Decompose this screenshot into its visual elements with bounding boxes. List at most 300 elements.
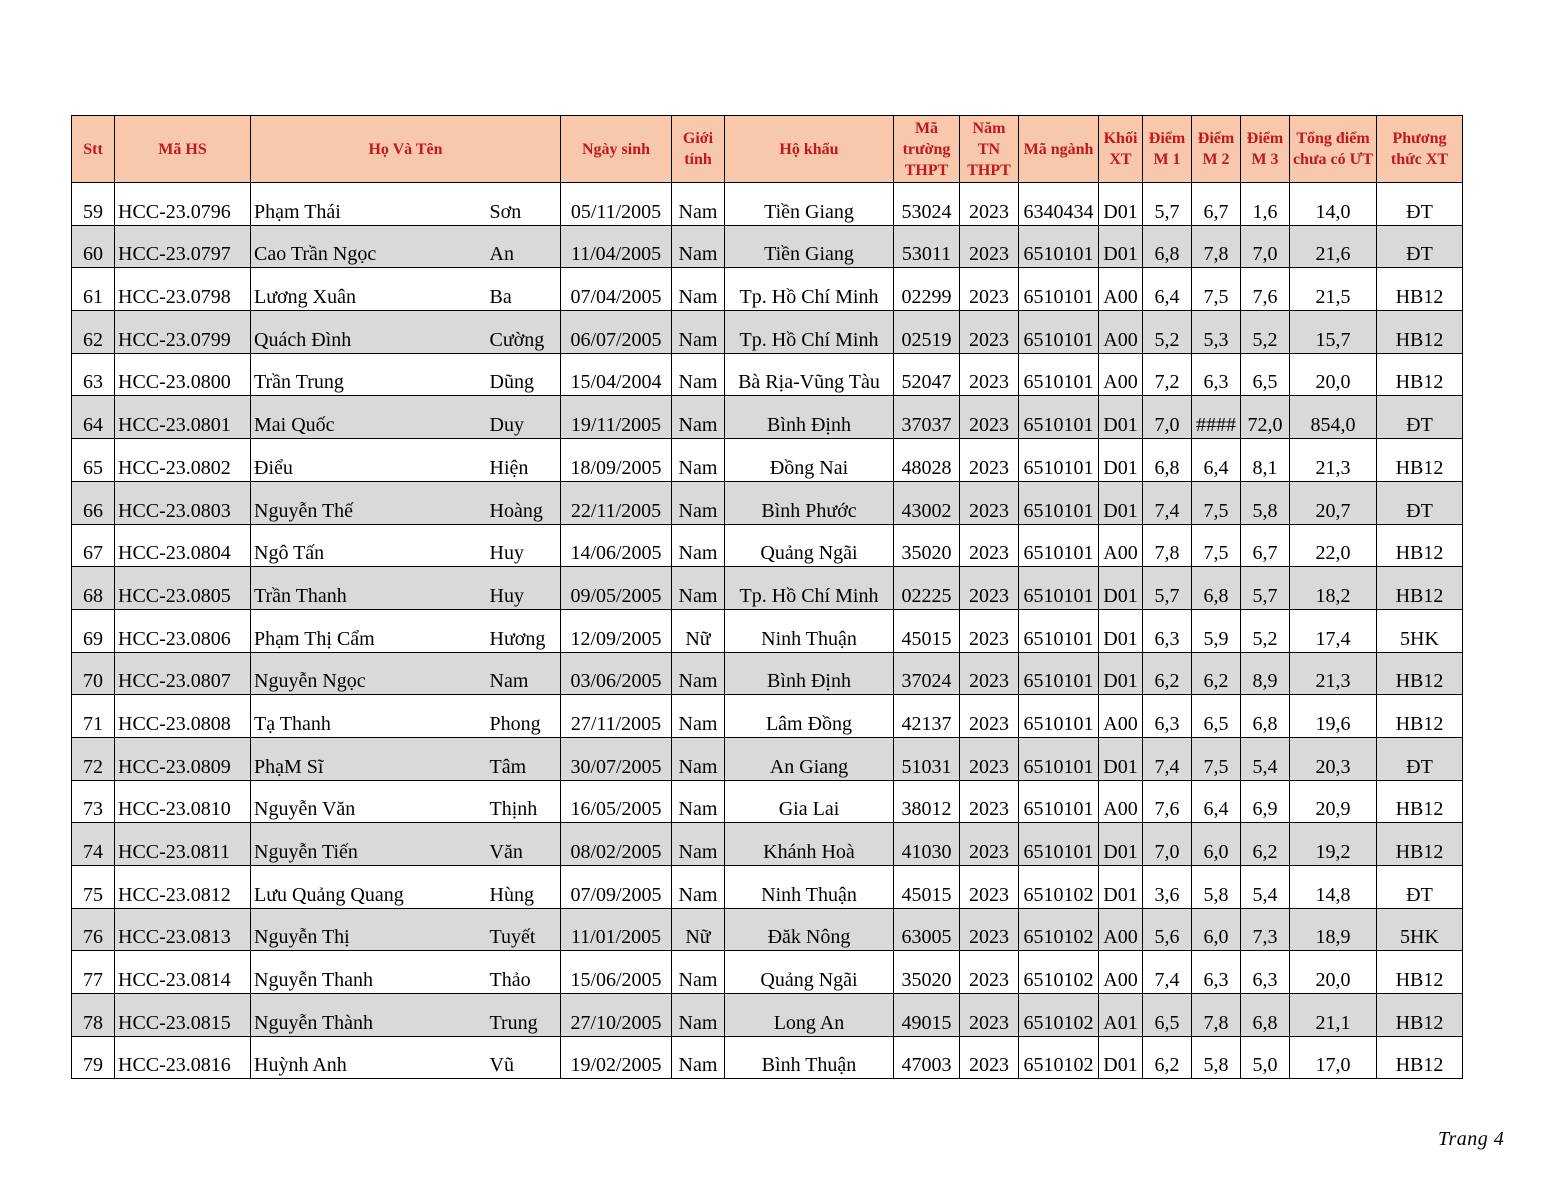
cell-ho-lot: Mai Quốc [251, 396, 487, 439]
table-row [72, 225, 1463, 268]
cell-nam-tn: 2023 [960, 908, 1019, 951]
table-row [72, 737, 1463, 780]
cell-ma-hs: HCC-23.0811 [115, 823, 251, 866]
cell-nam-tn: 2023 [960, 994, 1019, 1037]
cell-ten: Duy [487, 396, 561, 439]
cell-tong-diem: 21,3 [1290, 439, 1377, 482]
cell-stt: 74 [72, 823, 115, 866]
cell-khoi: D01 [1099, 609, 1143, 652]
cell-khoi: D01 [1099, 866, 1143, 909]
table-row [72, 908, 1463, 951]
table-row [72, 567, 1463, 610]
cell-ma-truong: 37024 [894, 652, 960, 695]
cell-stt: 71 [72, 695, 115, 738]
cell-gioi-tinh: Nam [672, 823, 725, 866]
cell-phuong-thuc: ĐT [1377, 225, 1463, 268]
cell-ho-khau: An Giang [725, 737, 894, 780]
cell-tong-diem: 17,0 [1290, 1036, 1377, 1079]
cell-diem-m2: 6,7 [1192, 183, 1241, 226]
cell-ngay-sinh: 11/04/2005 [561, 225, 672, 268]
cell-tong-diem: 21,5 [1290, 268, 1377, 311]
cell-tong-diem: 20,0 [1290, 353, 1377, 396]
cell-ho-lot: Nguyễn Thanh [251, 951, 487, 994]
cell-ho-khau: Tiền Giang [725, 183, 894, 226]
cell-ten: Nam [487, 652, 561, 695]
cell-ma-nganh: 6510102 [1019, 1036, 1099, 1079]
cell-phuong-thuc: HB12 [1377, 353, 1463, 396]
cell-stt: 62 [72, 311, 115, 354]
cell-ten: Dũng [487, 353, 561, 396]
cell-ho-khau: Bình Định [725, 652, 894, 695]
cell-ma-hs: HCC-23.0798 [115, 268, 251, 311]
cell-khoi: A00 [1099, 524, 1143, 567]
cell-tong-diem: 19,6 [1290, 695, 1377, 738]
cell-diem-m3: 8,9 [1241, 652, 1290, 695]
header-khoi: Khối XT [1099, 116, 1143, 183]
table-row [72, 652, 1463, 695]
cell-phuong-thuc: HB12 [1377, 311, 1463, 354]
cell-gioi-tinh: Nam [672, 396, 725, 439]
cell-ten: Thảo [487, 951, 561, 994]
cell-stt: 72 [72, 737, 115, 780]
cell-gioi-tinh: Nam [672, 225, 725, 268]
cell-diem-m2: 7,5 [1192, 268, 1241, 311]
cell-ma-nganh: 6510102 [1019, 866, 1099, 909]
cell-khoi: D01 [1099, 183, 1143, 226]
table-row [72, 823, 1463, 866]
header-ma-hs: Mã HS [115, 116, 251, 183]
cell-tong-diem: 20,0 [1290, 951, 1377, 994]
table-row [72, 183, 1463, 226]
cell-diem-m2: 5,3 [1192, 311, 1241, 354]
cell-gioi-tinh: Nam [672, 268, 725, 311]
cell-diem-m2: 6,4 [1192, 780, 1241, 823]
cell-ma-truong: 47003 [894, 1036, 960, 1079]
cell-ten: Tâm [487, 737, 561, 780]
cell-nam-tn: 2023 [960, 225, 1019, 268]
cell-ngay-sinh: 07/04/2005 [561, 268, 672, 311]
cell-ma-hs: HCC-23.0805 [115, 567, 251, 610]
cell-ma-hs: HCC-23.0799 [115, 311, 251, 354]
cell-phuong-thuc: HB12 [1377, 268, 1463, 311]
cell-ngay-sinh: 30/07/2005 [561, 737, 672, 780]
cell-gioi-tinh: Nam [672, 481, 725, 524]
cell-ho-lot: Nguyễn Thành [251, 994, 487, 1037]
header-phuong-thuc: Phương thức XT [1377, 116, 1463, 183]
cell-ho-khau: Bà Rịa-Vũng Tàu [725, 353, 894, 396]
cell-khoi: A00 [1099, 311, 1143, 354]
cell-ma-nganh: 6510101 [1019, 268, 1099, 311]
cell-tong-diem: 21,1 [1290, 994, 1377, 1037]
cell-tong-diem: 20,9 [1290, 780, 1377, 823]
cell-diem-m2: 6,0 [1192, 908, 1241, 951]
cell-ma-hs: HCC-23.0803 [115, 481, 251, 524]
cell-ngay-sinh: 05/11/2005 [561, 183, 672, 226]
cell-ma-truong: 48028 [894, 439, 960, 482]
cell-diem-m1: 6,3 [1143, 695, 1192, 738]
cell-khoi: A00 [1099, 695, 1143, 738]
header-diem-m1: Điểm M 1 [1143, 116, 1192, 183]
cell-diem-m2: 6,8 [1192, 567, 1241, 610]
cell-diem-m3: 6,3 [1241, 951, 1290, 994]
cell-tong-diem: 14,0 [1290, 183, 1377, 226]
cell-nam-tn: 2023 [960, 567, 1019, 610]
cell-tong-diem: 21,3 [1290, 652, 1377, 695]
cell-diem-m3: 6,5 [1241, 353, 1290, 396]
cell-tong-diem: 20,3 [1290, 737, 1377, 780]
cell-ten: Cường [487, 311, 561, 354]
cell-diem-m2: 7,8 [1192, 225, 1241, 268]
cell-ho-lot: Quách Đình [251, 311, 487, 354]
cell-diem-m1: 7,4 [1143, 481, 1192, 524]
cell-ten: Hiện [487, 439, 561, 482]
cell-ho-khau: Quảng Ngãi [725, 524, 894, 567]
cell-gioi-tinh: Nam [672, 311, 725, 354]
cell-ma-nganh: 6510101 [1019, 396, 1099, 439]
table-row [72, 695, 1463, 738]
cell-diem-m1: 7,6 [1143, 780, 1192, 823]
cell-nam-tn: 2023 [960, 951, 1019, 994]
cell-khoi: A00 [1099, 353, 1143, 396]
cell-ma-nganh: 6510101 [1019, 481, 1099, 524]
cell-ho-khau: Bình Thuận [725, 1036, 894, 1079]
header-tong-diem: Tổng điểm chưa có ƯT [1290, 116, 1377, 183]
cell-phuong-thuc: HB12 [1377, 994, 1463, 1037]
cell-ho-khau: Tp. Hồ Chí Minh [725, 311, 894, 354]
cell-tong-diem: 18,2 [1290, 567, 1377, 610]
cell-diem-m1: 5,7 [1143, 567, 1192, 610]
cell-khoi: A01 [1099, 994, 1143, 1037]
cell-stt: 77 [72, 951, 115, 994]
header-gioi-tinh: Giới tính [672, 116, 725, 183]
cell-ho-lot: Điểu [251, 439, 487, 482]
cell-ho-lot: Trần Trung [251, 353, 487, 396]
cell-khoi: A00 [1099, 908, 1143, 951]
cell-diem-m1: 7,0 [1143, 396, 1192, 439]
table-row [72, 396, 1463, 439]
cell-ma-nganh: 6510102 [1019, 994, 1099, 1037]
cell-ngay-sinh: 19/02/2005 [561, 1036, 672, 1079]
cell-phuong-thuc: ĐT [1377, 183, 1463, 226]
cell-ma-truong: 49015 [894, 994, 960, 1037]
cell-stt: 76 [72, 908, 115, 951]
cell-ho-khau: Lâm Đồng [725, 695, 894, 738]
cell-ho-khau: Quảng Ngãi [725, 951, 894, 994]
cell-ma-hs: HCC-23.0808 [115, 695, 251, 738]
cell-stt: 63 [72, 353, 115, 396]
cell-stt: 79 [72, 1036, 115, 1079]
cell-ma-truong: 02299 [894, 268, 960, 311]
cell-tong-diem: 21,6 [1290, 225, 1377, 268]
cell-ma-truong: 52047 [894, 353, 960, 396]
cell-ma-hs: HCC-23.0801 [115, 396, 251, 439]
cell-phuong-thuc: HB12 [1377, 439, 1463, 482]
cell-diem-m1: 6,5 [1143, 994, 1192, 1037]
cell-stt: 68 [72, 567, 115, 610]
cell-ma-hs: HCC-23.0802 [115, 439, 251, 482]
cell-diem-m1: 6,8 [1143, 225, 1192, 268]
cell-ho-khau: Đồng Nai [725, 439, 894, 482]
cell-stt: 65 [72, 439, 115, 482]
table-row [72, 268, 1463, 311]
cell-ma-truong: 38012 [894, 780, 960, 823]
cell-phuong-thuc: ĐT [1377, 396, 1463, 439]
cell-diem-m2: 6,5 [1192, 695, 1241, 738]
cell-diem-m2: 7,5 [1192, 524, 1241, 567]
cell-gioi-tinh: Nam [672, 652, 725, 695]
cell-diem-m1: 7,2 [1143, 353, 1192, 396]
cell-gioi-tinh: Nam [672, 567, 725, 610]
cell-ma-nganh: 6340434 [1019, 183, 1099, 226]
cell-ho-khau: Tiền Giang [725, 225, 894, 268]
cell-nam-tn: 2023 [960, 780, 1019, 823]
cell-ngay-sinh: 14/06/2005 [561, 524, 672, 567]
cell-ma-hs: HCC-23.0816 [115, 1036, 251, 1079]
table-row [72, 311, 1463, 354]
cell-diem-m3: 5,2 [1241, 609, 1290, 652]
cell-ma-truong: 53024 [894, 183, 960, 226]
cell-ho-lot: Nguyễn Tiến [251, 823, 487, 866]
cell-phuong-thuc: HB12 [1377, 652, 1463, 695]
cell-gioi-tinh: Nam [672, 737, 725, 780]
cell-nam-tn: 2023 [960, 695, 1019, 738]
cell-diem-m1: 5,6 [1143, 908, 1192, 951]
cell-ma-hs: HCC-23.0810 [115, 780, 251, 823]
cell-stt: 66 [72, 481, 115, 524]
cell-khoi: D01 [1099, 225, 1143, 268]
cell-ho-lot: PhạM Sĩ [251, 737, 487, 780]
cell-ten: Ba [487, 268, 561, 311]
cell-nam-tn: 2023 [960, 737, 1019, 780]
cell-ma-nganh: 6510101 [1019, 567, 1099, 610]
cell-ma-nganh: 6510101 [1019, 439, 1099, 482]
cell-ma-nganh: 6510101 [1019, 311, 1099, 354]
cell-ngay-sinh: 11/01/2005 [561, 908, 672, 951]
cell-ho-khau: Long An [725, 994, 894, 1037]
table-row [72, 524, 1463, 567]
cell-ma-hs: HCC-23.0814 [115, 951, 251, 994]
cell-tong-diem: 15,7 [1290, 311, 1377, 354]
cell-nam-tn: 2023 [960, 396, 1019, 439]
cell-diem-m3: 5,4 [1241, 737, 1290, 780]
cell-diem-m2: 5,8 [1192, 1036, 1241, 1079]
cell-ho-khau: Tp. Hồ Chí Minh [725, 567, 894, 610]
cell-ten: Tuyết [487, 908, 561, 951]
cell-khoi: D01 [1099, 823, 1143, 866]
cell-tong-diem: 19,2 [1290, 823, 1377, 866]
table-row [72, 609, 1463, 652]
cell-ma-nganh: 6510101 [1019, 780, 1099, 823]
cell-ma-truong: 02225 [894, 567, 960, 610]
cell-diem-m2: 7,5 [1192, 737, 1241, 780]
cell-ten: Phong [487, 695, 561, 738]
cell-diem-m3: 5,8 [1241, 481, 1290, 524]
cell-ma-hs: HCC-23.0796 [115, 183, 251, 226]
cell-ngay-sinh: 19/11/2005 [561, 396, 672, 439]
cell-ho-lot: Ngô Tấn [251, 524, 487, 567]
header-diem-m3: Điểm M 3 [1241, 116, 1290, 183]
cell-ma-hs: HCC-23.0807 [115, 652, 251, 695]
cell-nam-tn: 2023 [960, 652, 1019, 695]
cell-ho-lot: Cao Trần Ngọc [251, 225, 487, 268]
cell-ma-nganh: 6510101 [1019, 524, 1099, 567]
cell-diem-m1: 7,4 [1143, 737, 1192, 780]
cell-gioi-tinh: Nam [672, 1036, 725, 1079]
table-row [72, 866, 1463, 909]
cell-nam-tn: 2023 [960, 866, 1019, 909]
cell-khoi: D01 [1099, 481, 1143, 524]
cell-ten: Hoàng [487, 481, 561, 524]
cell-ho-lot: Phạm Thị Cẩm [251, 609, 487, 652]
cell-ma-hs: HCC-23.0815 [115, 994, 251, 1037]
cell-tong-diem: 18,9 [1290, 908, 1377, 951]
table-row [72, 353, 1463, 396]
cell-ma-truong: 43002 [894, 481, 960, 524]
header-ho-ten: Họ Và Tên [251, 116, 561, 183]
cell-diem-m2: 6,2 [1192, 652, 1241, 695]
header-stt: Stt [72, 116, 115, 183]
cell-diem-m3: 5,4 [1241, 866, 1290, 909]
cell-ngay-sinh: 18/09/2005 [561, 439, 672, 482]
cell-ten: Hùng [487, 866, 561, 909]
cell-phuong-thuc: ĐT [1377, 481, 1463, 524]
cell-diem-m1: 7,4 [1143, 951, 1192, 994]
cell-gioi-tinh: Nữ [672, 609, 725, 652]
cell-ngay-sinh: 27/10/2005 [561, 994, 672, 1037]
cell-gioi-tinh: Nam [672, 780, 725, 823]
cell-ten: Trung [487, 994, 561, 1037]
cell-ho-lot: Phạm Thái [251, 183, 487, 226]
cell-tong-diem: 20,7 [1290, 481, 1377, 524]
cell-ma-nganh: 6510101 [1019, 225, 1099, 268]
cell-khoi: D01 [1099, 396, 1143, 439]
cell-ma-truong: 02519 [894, 311, 960, 354]
cell-diem-m1: 6,2 [1143, 652, 1192, 695]
header-ma-truong: Mã trường THPT [894, 116, 960, 183]
cell-phuong-thuc: ĐT [1377, 737, 1463, 780]
cell-diem-m2: #### [1192, 396, 1241, 439]
cell-nam-tn: 2023 [960, 823, 1019, 866]
cell-nam-tn: 2023 [960, 353, 1019, 396]
cell-ma-nganh: 6510101 [1019, 737, 1099, 780]
cell-phuong-thuc: HB12 [1377, 951, 1463, 994]
cell-phuong-thuc: HB12 [1377, 780, 1463, 823]
cell-nam-tn: 2023 [960, 481, 1019, 524]
cell-diem-m2: 6,4 [1192, 439, 1241, 482]
cell-gioi-tinh: Nam [672, 695, 725, 738]
cell-ma-nganh: 6510101 [1019, 695, 1099, 738]
cell-ten: Huy [487, 567, 561, 610]
cell-ho-lot: Huỳnh Anh [251, 1036, 487, 1079]
cell-diem-m2: 7,8 [1192, 994, 1241, 1037]
cell-ma-truong: 45015 [894, 866, 960, 909]
table-row [72, 481, 1463, 524]
admission-list-table [71, 115, 1463, 1079]
table-body [72, 183, 1463, 1079]
cell-phuong-thuc: ĐT [1377, 866, 1463, 909]
header-ho-khau: Hộ khẩu [725, 116, 894, 183]
cell-ho-khau: Bình Phước [725, 481, 894, 524]
cell-tong-diem: 14,8 [1290, 866, 1377, 909]
cell-gioi-tinh: Nữ [672, 908, 725, 951]
cell-ho-lot: Nguyễn Thế [251, 481, 487, 524]
cell-ho-khau: Khánh Hoà [725, 823, 894, 866]
cell-diem-m3: 72,0 [1241, 396, 1290, 439]
cell-phuong-thuc: HB12 [1377, 524, 1463, 567]
table-row [72, 780, 1463, 823]
cell-ma-truong: 37037 [894, 396, 960, 439]
page-number: Trang 4 [1438, 1128, 1505, 1150]
cell-diem-m1: 7,0 [1143, 823, 1192, 866]
cell-khoi: D01 [1099, 652, 1143, 695]
cell-ho-lot: Lương Xuân [251, 268, 487, 311]
cell-ten: Văn [487, 823, 561, 866]
table-row [72, 1036, 1463, 1079]
cell-stt: 78 [72, 994, 115, 1037]
cell-diem-m1: 6,8 [1143, 439, 1192, 482]
cell-ma-hs: HCC-23.0813 [115, 908, 251, 951]
cell-nam-tn: 2023 [960, 1036, 1019, 1079]
cell-ma-truong: 35020 [894, 524, 960, 567]
cell-ho-khau: Ninh Thuận [725, 609, 894, 652]
cell-khoi: D01 [1099, 1036, 1143, 1079]
cell-phuong-thuc: HB12 [1377, 695, 1463, 738]
cell-ma-nganh: 6510102 [1019, 951, 1099, 994]
cell-gioi-tinh: Nam [672, 183, 725, 226]
cell-nam-tn: 2023 [960, 609, 1019, 652]
cell-gioi-tinh: Nam [672, 353, 725, 396]
cell-stt: 75 [72, 866, 115, 909]
cell-ho-khau: Đăk Nông [725, 908, 894, 951]
cell-ma-nganh: 6510101 [1019, 823, 1099, 866]
cell-phuong-thuc: 5HK [1377, 908, 1463, 951]
cell-ten: Huy [487, 524, 561, 567]
cell-diem-m3: 6,7 [1241, 524, 1290, 567]
cell-ngay-sinh: 27/11/2005 [561, 695, 672, 738]
cell-ma-hs: HCC-23.0797 [115, 225, 251, 268]
cell-gioi-tinh: Nam [672, 439, 725, 482]
cell-gioi-tinh: Nam [672, 951, 725, 994]
cell-diem-m2: 7,5 [1192, 481, 1241, 524]
cell-diem-m3: 7,3 [1241, 908, 1290, 951]
cell-ma-truong: 45015 [894, 609, 960, 652]
cell-ma-nganh: 6510102 [1019, 908, 1099, 951]
cell-nam-tn: 2023 [960, 311, 1019, 354]
cell-ma-truong: 42137 [894, 695, 960, 738]
cell-ngay-sinh: 06/07/2005 [561, 311, 672, 354]
cell-diem-m1: 5,7 [1143, 183, 1192, 226]
cell-diem-m2: 6,3 [1192, 353, 1241, 396]
cell-diem-m1: 7,8 [1143, 524, 1192, 567]
cell-nam-tn: 2023 [960, 268, 1019, 311]
cell-diem-m3: 8,1 [1241, 439, 1290, 482]
cell-ma-truong: 41030 [894, 823, 960, 866]
cell-gioi-tinh: Nam [672, 994, 725, 1037]
header-ngay-sinh: Ngày sinh [561, 116, 672, 183]
cell-ho-khau: Bình Định [725, 396, 894, 439]
cell-diem-m2: 6,0 [1192, 823, 1241, 866]
cell-ma-hs: HCC-23.0800 [115, 353, 251, 396]
cell-nam-tn: 2023 [960, 524, 1019, 567]
cell-stt: 64 [72, 396, 115, 439]
cell-ngay-sinh: 22/11/2005 [561, 481, 672, 524]
cell-diem-m3: 6,8 [1241, 695, 1290, 738]
cell-ngay-sinh: 03/06/2005 [561, 652, 672, 695]
cell-ho-khau: Ninh Thuận [725, 866, 894, 909]
cell-gioi-tinh: Nam [672, 866, 725, 909]
cell-khoi: A00 [1099, 951, 1143, 994]
cell-diem-m1: 6,2 [1143, 1036, 1192, 1079]
